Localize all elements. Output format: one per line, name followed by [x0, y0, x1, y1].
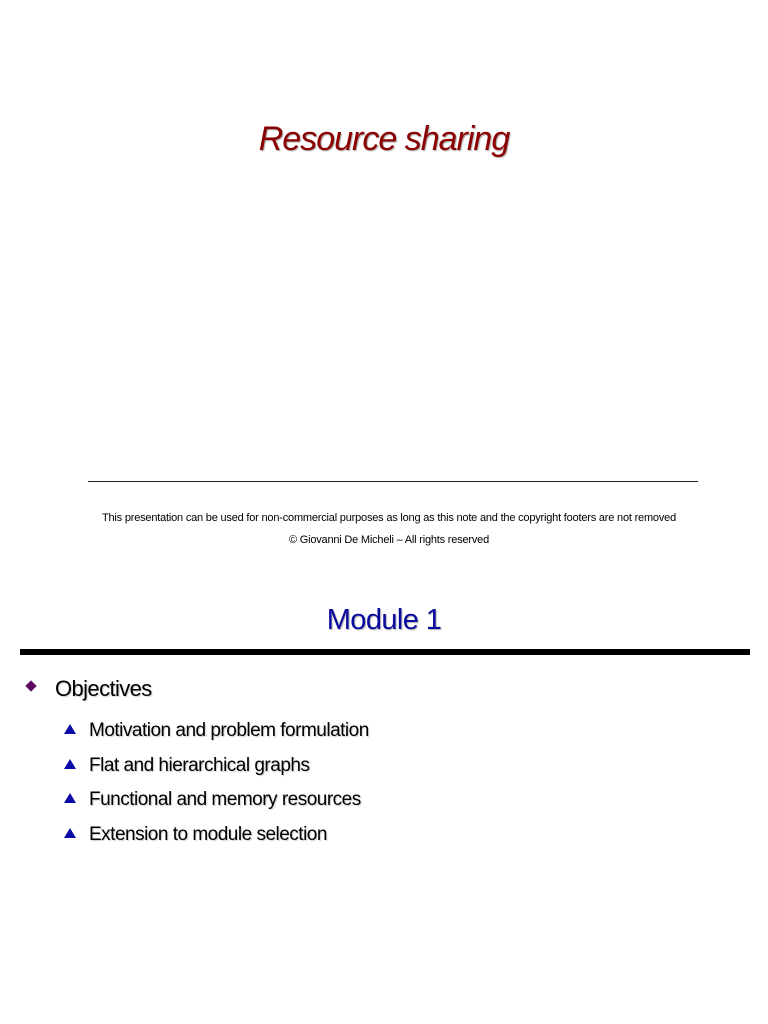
copyright-note [0, 507, 768, 551]
list-item [64, 714, 369, 749]
module-slide [0, 580, 768, 1024]
list-item-label: Flat and hierarchical graphs [89, 754, 310, 776]
module-title: Module 1 [326, 604, 442, 636]
list-item [64, 749, 369, 784]
objectives-list [64, 714, 369, 852]
slide-title: Resource sharing [258, 120, 510, 158]
copyright-line: © Giovanni De Micheli – All rights reserved [288, 534, 490, 546]
list-item-label: Motivation and problem formulation [89, 720, 369, 742]
list-item [64, 818, 369, 853]
footer-divider [88, 481, 698, 482]
list-item [64, 783, 369, 818]
triangle-bullet-icon [64, 793, 76, 803]
usage-note: This presentation can be used for non-commercial purposes as long as this note and the copyright footers are not removed [101, 512, 676, 524]
triangle-bullet-icon [64, 828, 76, 838]
bullet-label: Objectives [55, 676, 152, 701]
diamond-bullet-icon [25, 680, 36, 691]
triangle-bullet-icon [64, 759, 76, 769]
title-divider [20, 649, 750, 655]
triangle-bullet-icon [64, 724, 76, 734]
list-item-label: Extension to module selection [89, 823, 327, 845]
list-item-label: Functional and memory resources [89, 789, 361, 811]
bullet-objectives [27, 676, 152, 702]
